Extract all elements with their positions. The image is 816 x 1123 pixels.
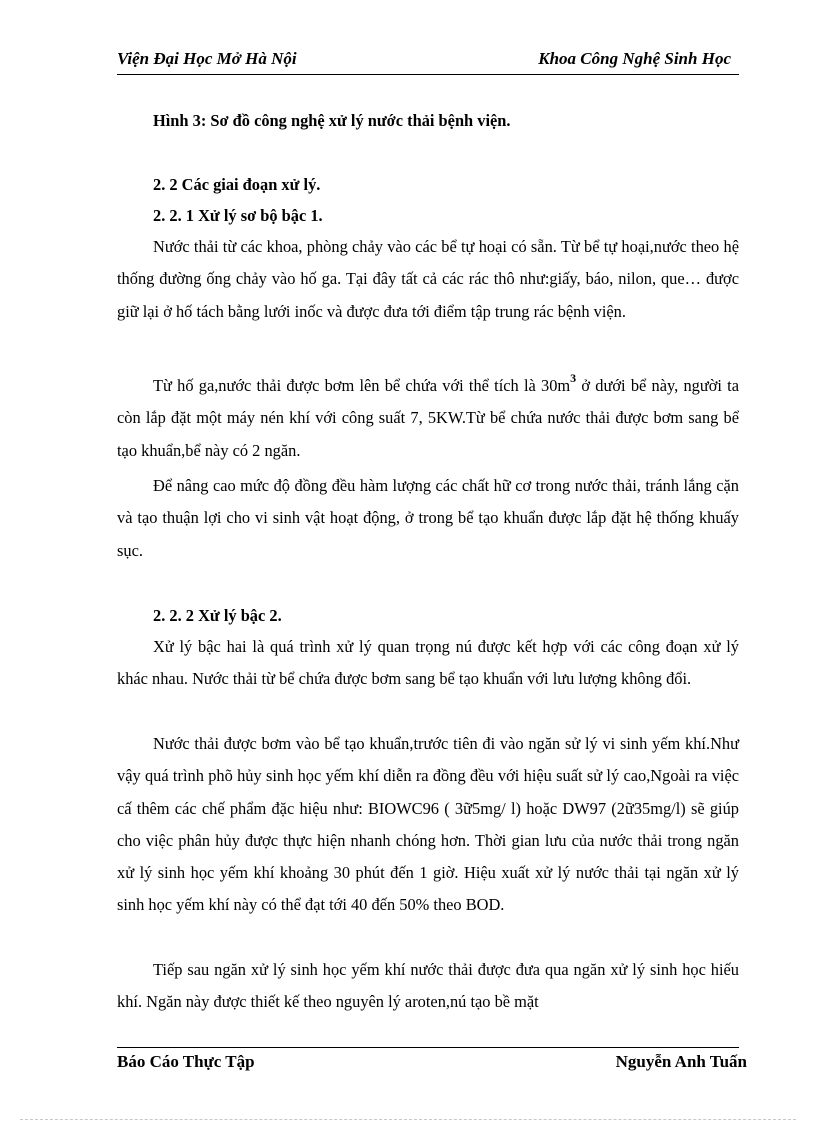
paragraph: Để nâng cao mức độ đồng đều hàm lượng các chất hữ cơ trong nước thải, tránh lắng cặn và tạo thuận lợi cho vi sinh vật hoạt động, ở trong bể tạo khuẩn được lắp đặt hệ thống khuấy sục. — [117, 476, 739, 560]
paragraph — [117, 370, 739, 467]
footer-report-title: Báo Cáo Thực Tập — [117, 1052, 255, 1071]
page-header — [117, 48, 739, 75]
paragraph-text: ở dưới bể này, người ta còn lắp đặt một máy nén khí với công suất 7, 5KW.Từ bể chứa nước thải được bơm sang bể tạo khuẩn,bể này có 2 ngăn. — [117, 376, 740, 460]
paragraph: Nước thải được bơm vào bể tạo khuẩn,trước tiên đi vào ngăn sử lý vi sinh yếm khí.Như vậy quá trình phõ hủy sinh học yếm khí diễn ra đồng đều với hiệu suất sử lý cao,Ngoài ra việc cấ thêm các chế phẩm đặc hiệu như: BIOWC96 ( 3ữ5mg/ l) hoặc DW97 (2ữ35mg/l) sẽ giúp cho việc phân hủy được thực hiện nhanh chóng hơn. Thời gian lưu của nước thải trong ngăn xử lý sinh học yếm khí khoảng 30 phút đến 1 giờ. Hiệu xuất xử lý nước thải tại ngăn xử lý sinh học yếm khí này có thể đạt tới 40 đến 50% theo BOD. — [117, 734, 739, 915]
footer-author: Nguyễn Anh Tuấn — [615, 1052, 747, 1071]
paragraph-text: Từ hố ga,nước thải được bơm lên bể chứa với thể tích là 30m — [153, 376, 571, 395]
section-heading-2-2-1: 2. 2. 1 Xử lý sơ bộ bậc 1. — [153, 206, 323, 225]
figure-caption: Hình 3: Sơ đồ công nghệ xử lý nước thải bệnh viện. — [153, 111, 511, 130]
paragraph: Xử lý bậc hai là quá trình xử lý quan trọng nú được kết hợp với các công đoạn xử lý khác nhau. Nước thải từ bể chứa được bơm sang bể tạo khuẩn với lưu lượng không đổi. — [117, 637, 739, 689]
footer-rule — [117, 1047, 739, 1048]
paragraph: Nước thải từ các khoa, phòng chảy vào các bể tự hoại có sẵn. Từ bể tự hoại,nước theo hệ thống đường ống chảy vào hố ga. Tại đây tất cả các rác thô như:giấy, báo, nilon, que… được giữ lại ở hố tách bằng lưới inốc và được đưa tới điểm tập trung rác bệnh viện. — [117, 237, 739, 321]
section-heading-2-2: 2. 2 Các giai đoạn xử lý. — [153, 175, 321, 194]
page-break-line — [20, 1119, 796, 1120]
section-heading-2-2-2: 2. 2. 2 Xử lý bậc 2. — [153, 606, 282, 625]
paragraph: Tiếp sau ngăn xử lý sinh học yếm khí nước thải được đưa qua ngăn xử lý sinh học hiếu khí. Ngăn này được thiết kế theo nguyên lý aroten,nú tạo bề mặt — [117, 960, 739, 1012]
header-institution: Viện Đại Học Mở Hà Nội — [117, 49, 297, 68]
superscript: 3 — [570, 371, 577, 385]
header-faculty: Khoa Công Nghệ Sinh Học — [538, 49, 731, 68]
